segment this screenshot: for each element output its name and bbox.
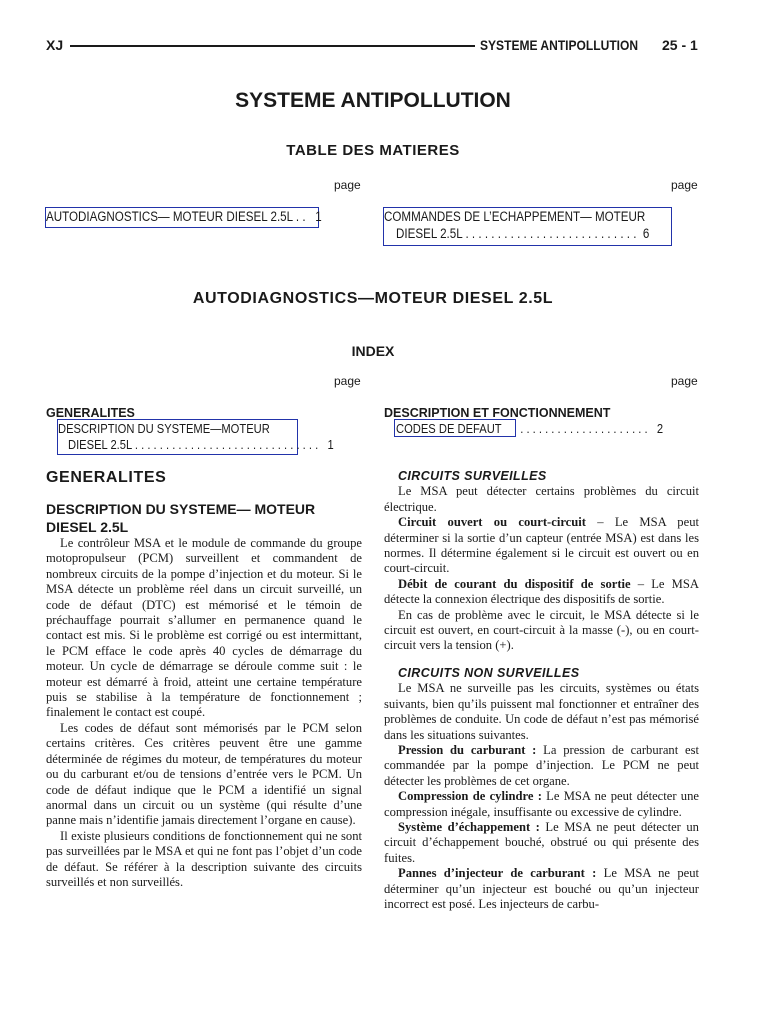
paragraph: Système d’échappement : Le MSA ne peut détecter un circuit d’échappement bouché, obstrué ou qui présente des fuites. [384, 819, 699, 865]
paragraph: Les codes de défaut sont mémorisés par le PCM selon certains critères. Ces critères peuvent être une gamme déterminée de régimes du moteur, de températures du moteur ou du carburant et/ou de tensions d’entrée vers le PCM. Un code de défaut indique que le PCM a identifié un signal anormal dans un circuit ou un système (qui résulte d’une panne mais n’identifie jamais directement l’organe en cause). [46, 720, 362, 828]
paragraph: Il existe plusieurs conditions de fonctionnement qui ne sont pas surveillées par le MSA et qui ne font pas l’objet d’un code de défaut. Se référer à la description suivante des circuits surveillés et non surveillés. [46, 828, 362, 889]
generalites-heading: GENERALITES [46, 469, 167, 486]
index-left-heading: GENERALITES [46, 406, 135, 420]
paragraph: Le contrôleur MSA et le module de commande du groupe motopropulseur (PCM) surveillent et commandent de nombreux circuits de la pompe d’injection et du moteur. Si le MSA détecte un problème réel dans un circuit surveillé, un code de défaut (DTC) est mémorisé et le témoin de préchauffage pourrait s’allumer en permanence quand le contact est mis. Si le problème est corrigé ou est intermittant, le PCM efface le code après 40 cycles de démarrage du moteur. Un cycle de démarrage se déroule comme suit : le moteur est démarré à froid, atteint une certaine température puis se stabilise à la température de fonctionnement ; finalement le contact est coupé. [46, 536, 362, 720]
paragraph: Pression du carburant : La pression de carburant est commandée par la pompe d’injection. Le PCM ne peut détecter les problèmes de cet organe. [384, 742, 699, 788]
index-left-item-line1: DESCRIPTION DU SYSTEME—MOTEUR [58, 421, 270, 436]
paragraph: Compression de cylindre : Le MSA ne peut détecter une compression inégale, insuffisante ou excessive de cylindre. [384, 789, 699, 819]
paragraph: En cas de problème avec le circuit, le MSA détecte si le circuit est ouvert, en court-circuit à la masse (-), ou en court-circuit vers la tension (+). [384, 607, 699, 653]
header-rule [70, 45, 475, 47]
paragraph: Le MSA peut détecter certains problèmes du circuit électrique. [384, 484, 699, 514]
index-page-label-left: page [334, 374, 361, 388]
index-right-item: CODES DE DEFAUT . . . . . . . . . . . . . . . . . . . . . 2 [396, 421, 664, 436]
toc-heading: TABLE DES MATIERES [286, 142, 460, 159]
right-column-body [384, 469, 699, 912]
section-title: AUTODIAGNOSTICS—MOTEUR DIESEL 2.5L [192, 290, 554, 307]
index-right-heading: DESCRIPTION ET FONCTIONNEMENT [384, 406, 611, 420]
index-left-item-line2: DIESEL 2.5L . . . . . . . . . . . . . . . . . . . . . . . . . . . . . . 1 [68, 437, 334, 452]
header-section-title: SYSTEME ANTIPOLLUTION [480, 37, 639, 53]
paragraph: Débit de courant du dispositif de sortie – Le MSA détecte la connexion électrique des dispositifs de sortie. [384, 576, 699, 607]
toc-entry-right-line2: DIESEL 2.5L . . . . . . . . . . . . . . . . . . . . . . . . . . . 6 [396, 226, 650, 241]
index-heading: INDEX [351, 343, 395, 359]
paragraph: Pannes d’injecteur de carburant : Le MSA ne peut déterminer qu’un injecteur est bouché ou qu’un injecteur incorrect est posé. Les injecteurs de carbu- [384, 866, 699, 911]
toc-entry-right-line1: COMMANDES DE L’ECHAPPEMENT— MOTEUR [384, 209, 646, 224]
left-column-body [46, 536, 362, 890]
circuits-non-surveilles-heading: CIRCUITS NON SURVEILLES [398, 665, 580, 680]
toc-entry-left: AUTODIAGNOSTICS— MOTEUR DIESEL 2.5L . . 1 [46, 209, 322, 224]
paragraph: Le MSA ne surveille pas les circuits, systèmes ou états suivants, bien qu’ils puissent mal fonctionner et entraîner des problèmes de conduite. Un code de défaut n’est pas mémorisé dans les situations suivantes. [384, 681, 699, 742]
circuits-surveilles-heading: CIRCUITS SURVEILLES [398, 469, 547, 483]
page-title: SYSTEME ANTIPOLLUTION [235, 89, 511, 112]
paragraph: Circuit ouvert ou court-circuit – Le MSA peut déterminer si la sortie d’un capteur (entrée MSA) est dans les normes. Il détermine également si le circuit est ouvert ou en court-circuit. [384, 515, 699, 576]
header-page-number: 25 - 1 [662, 37, 698, 53]
index-page-label-right: page [671, 374, 698, 388]
header-left-code: XJ [46, 37, 64, 53]
description-heading: DESCRIPTION DU SYSTEME— MOTEUR DIESEL 2.5L [46, 501, 316, 535]
toc-page-label-left: page [334, 178, 361, 192]
toc-page-label-right: page [671, 178, 698, 192]
